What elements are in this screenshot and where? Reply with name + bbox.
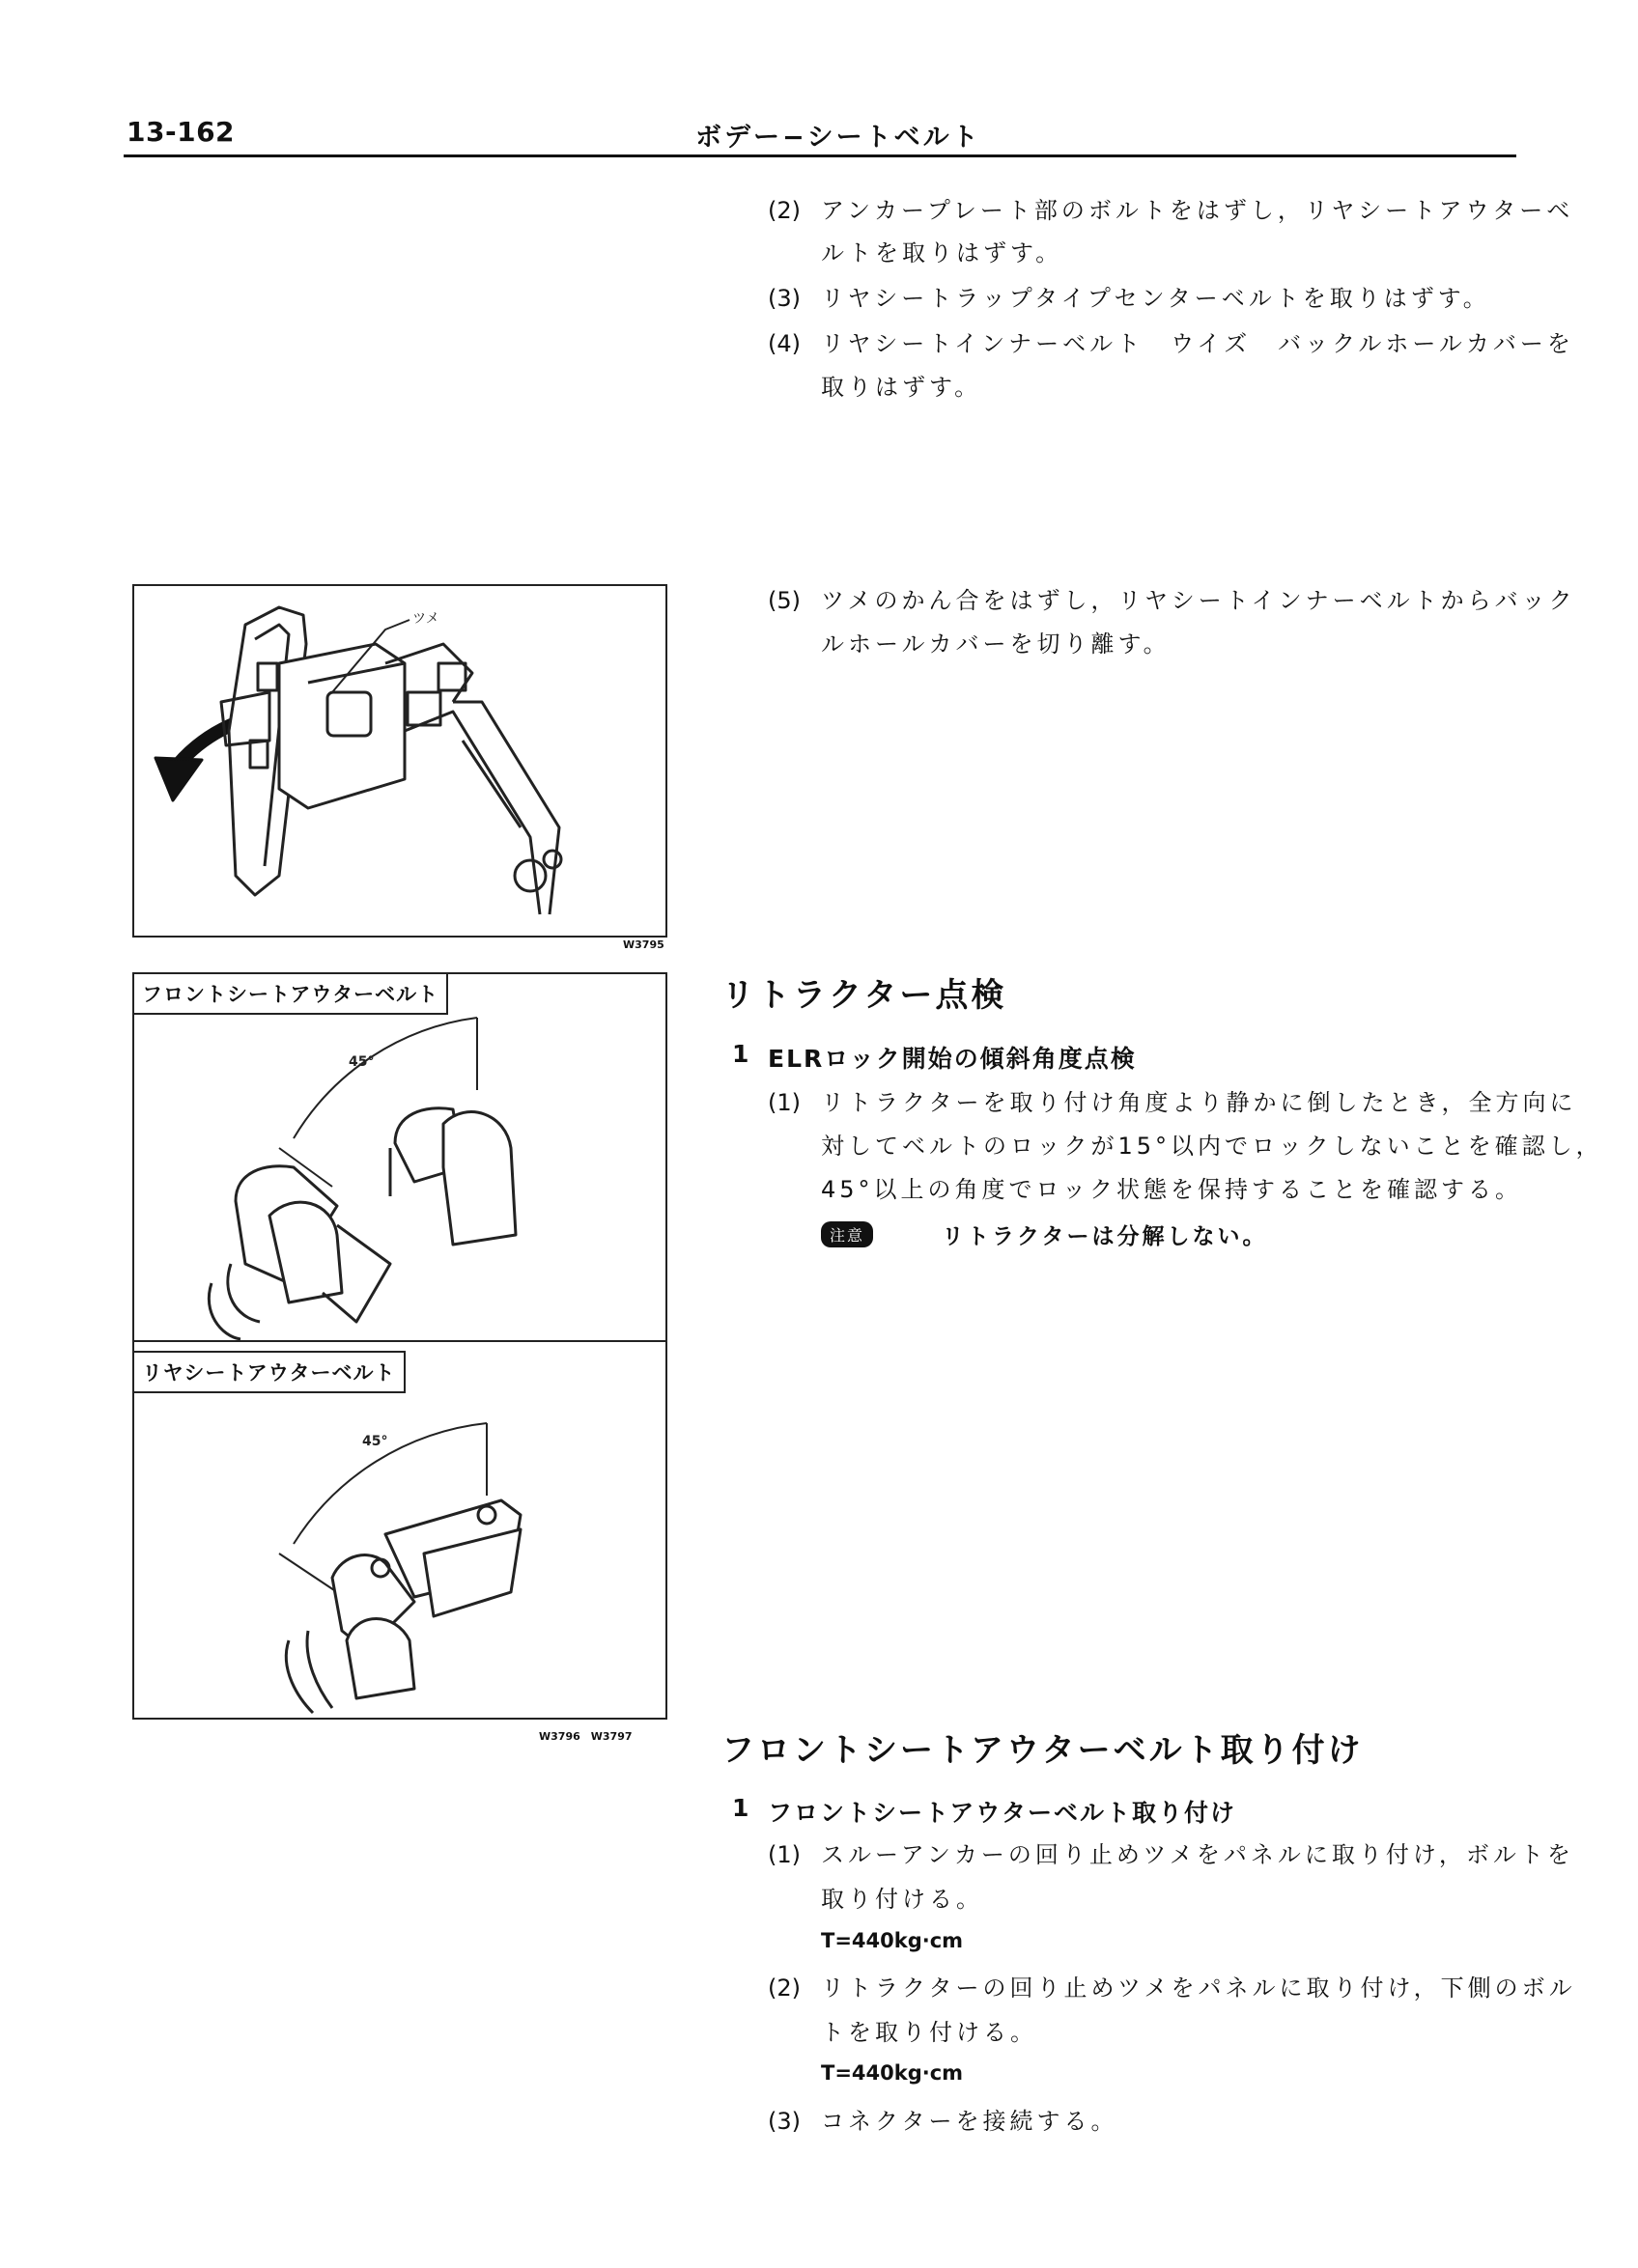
step-text: リトラクターの回り止めツメをパネルに取り付け，下側のボル bbox=[821, 1974, 1576, 2002]
step-text: 取りはずす。 bbox=[821, 374, 982, 401]
step-number: (2) bbox=[768, 197, 801, 224]
torque-spec: T=440kg·cm bbox=[821, 2061, 964, 2085]
step-text: 45°以上の角度でロック状態を保持することを確認する。 bbox=[821, 1176, 1523, 1203]
step-number: (3) bbox=[768, 2108, 801, 2135]
buckle-cover-illustration bbox=[134, 586, 665, 936]
retractor-angle-illustration bbox=[134, 974, 665, 1718]
step-text: ツメのかん合をはずし，リヤシートインナーベルトからバック bbox=[821, 587, 1576, 614]
figure-buckle-cover bbox=[132, 584, 667, 938]
page-number: 13-162 bbox=[127, 116, 236, 148]
step-text: アンカープレート部のボルトをはずし，リヤシートアウターベ bbox=[821, 197, 1574, 224]
caution-text: リトラクターは分解しない。 bbox=[942, 1224, 1268, 1249]
section-title: フロントシートアウターベルト取り付け bbox=[721, 1731, 1364, 1770]
subsection-title: フロントシートアウターベルト取り付け bbox=[768, 1799, 1237, 1827]
step-text: 対してベルトのロックが15°以内でロックしないことを確認し， bbox=[821, 1133, 1603, 1160]
step-number: (3) bbox=[768, 285, 801, 312]
step-text: ルトを取りはずす。 bbox=[821, 239, 1063, 266]
figure-code: W3796 W3797 bbox=[539, 1730, 633, 1743]
step-number: (2) bbox=[768, 1974, 801, 2002]
step-text: コネクターを接続する。 bbox=[821, 2108, 1118, 2135]
step-number: (1) bbox=[768, 1841, 801, 1868]
subsection-title: ELRロック開始の傾斜角度点検 bbox=[768, 1045, 1137, 1073]
step-number: (1) bbox=[768, 1089, 801, 1116]
angle-label-rear: 45° bbox=[362, 1434, 388, 1449]
step-text: スルーアンカーの回り止めツメをパネルに取り付け，ボルトを bbox=[821, 1841, 1574, 1868]
label-front-seat-outer-belt: フロントシートアウターベルト bbox=[132, 972, 448, 1015]
step-number: (4) bbox=[768, 330, 801, 357]
section-title: リトラクター点検 bbox=[721, 976, 1007, 1015]
subsection-number: 1 bbox=[732, 1794, 751, 1822]
step-text: リヤシートインナーベルト ウイズ バックルホールカバーを bbox=[821, 330, 1574, 357]
step-text: リヤシートラップタイプセンターベルトを取りはずす。 bbox=[821, 285, 1490, 312]
step-text: トを取り付ける。 bbox=[821, 2019, 1037, 2046]
step-text: 取り付ける。 bbox=[821, 1886, 983, 1913]
caution-badge: 注意 bbox=[821, 1221, 873, 1247]
header-rule bbox=[124, 154, 1516, 157]
step-text: ルホールカバーを切り離す。 bbox=[821, 630, 1171, 658]
figure-code: W3795 bbox=[623, 938, 664, 951]
step-number: (5) bbox=[768, 587, 801, 614]
step-text: リトラクターを取り付け角度より静かに倒したとき，全方向に bbox=[821, 1089, 1577, 1116]
page-title: ボデー−シートベルト bbox=[695, 123, 981, 153]
angle-label-front: 45° bbox=[349, 1054, 375, 1070]
callout-tsume: ツメ bbox=[412, 611, 439, 627]
figure-retractor-angle bbox=[132, 972, 667, 1720]
torque-spec: T=440kg·cm bbox=[821, 1929, 964, 1952]
label-rear-seat-outer-belt: リヤシートアウターベルト bbox=[132, 1351, 406, 1393]
subsection-number: 1 bbox=[732, 1040, 751, 1068]
